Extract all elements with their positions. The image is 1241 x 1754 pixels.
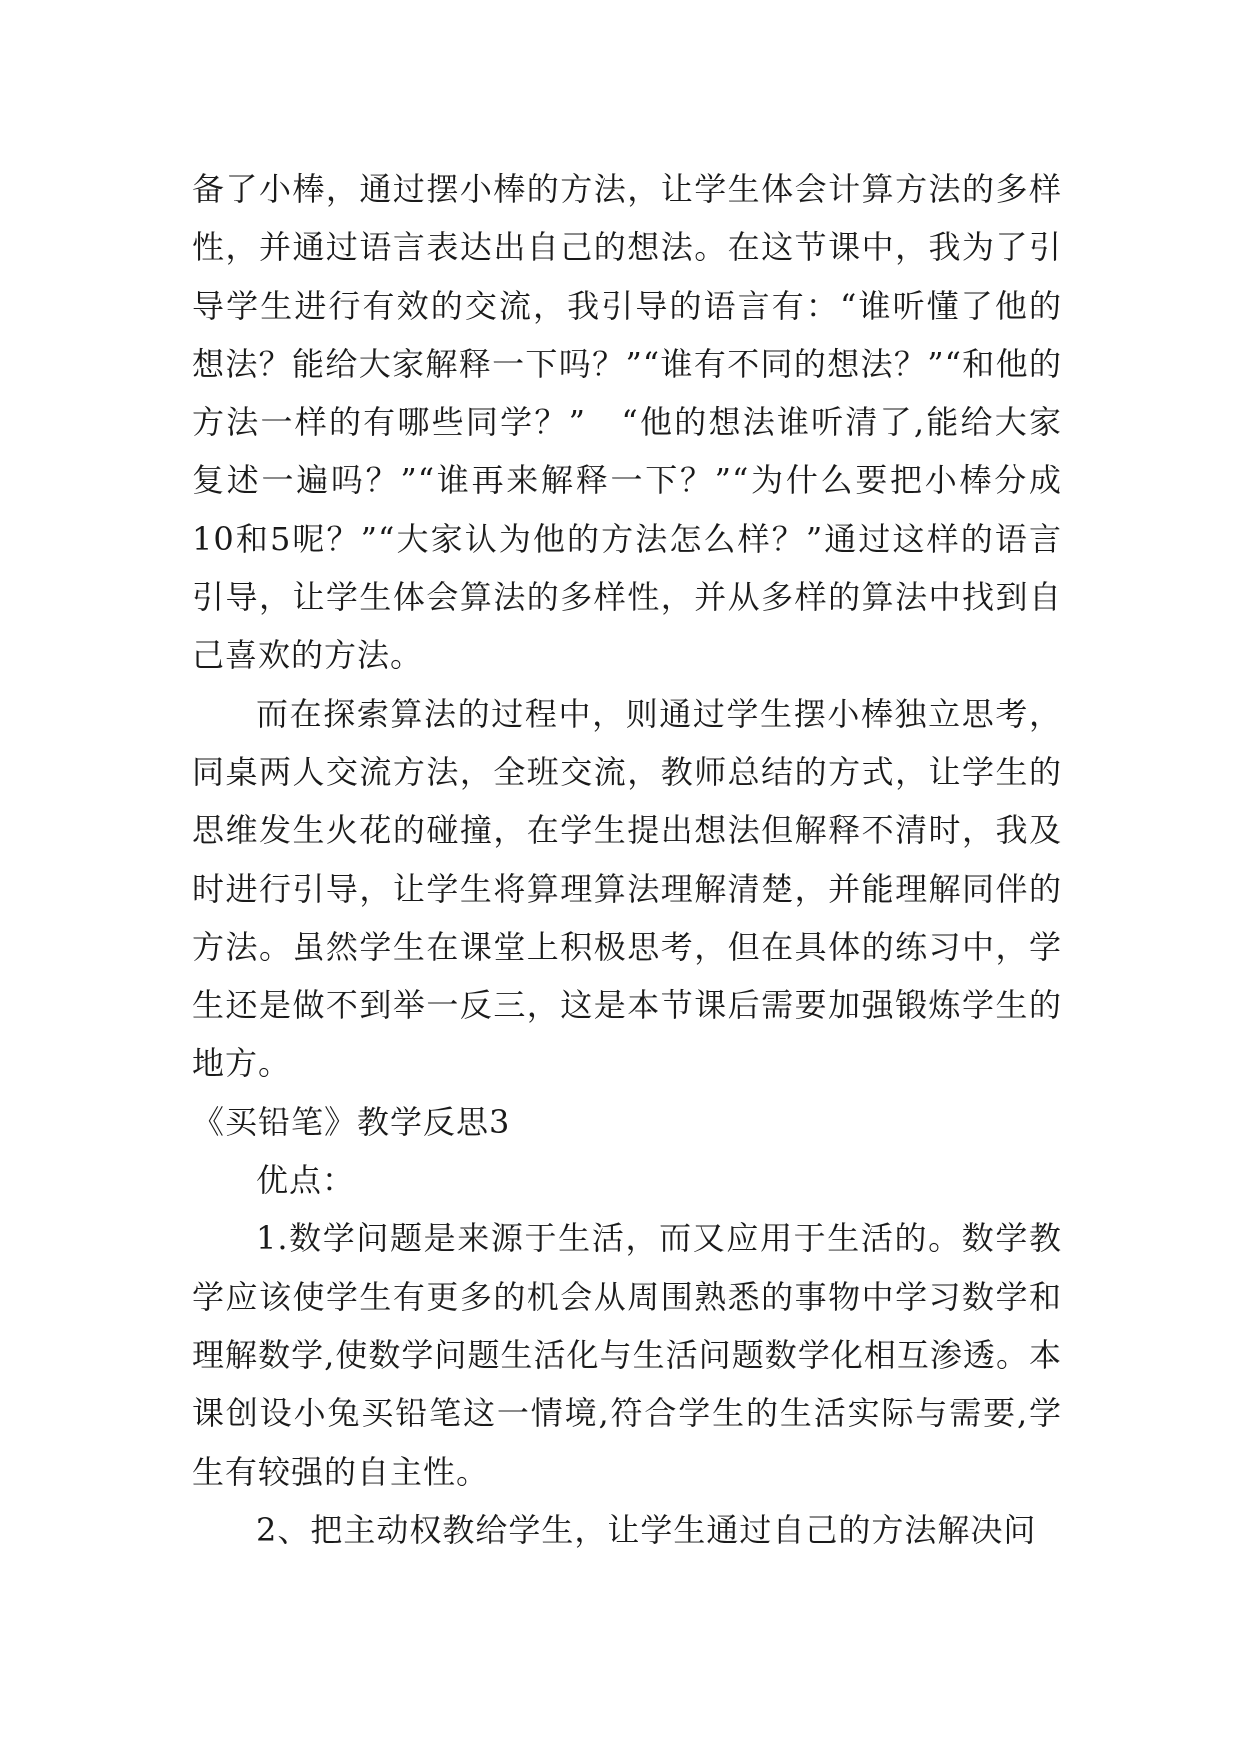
paragraph-1: 备了小棒，通过摆小棒的方法，让学生体会计算方法的多样性，并通过语言表达出自己的想法。在这节课中，我为了引导学生进行有效的交流，我引导的语言有：“谁听懂了他的想法？能给大家解释一下吗？”“谁有不同的想法？”“和他的方法一样的有哪些同学？” “他的想法谁听清了,能给大家复述一遍吗？”“谁再来解释一下？”“为什么要把小棒分成10和5呢？”“大家认为他的方法怎么样？”通过这样的语言引导，让学生体会算法的多样性，并从多样的算法中找到自己喜欢的方法。 [192,170,1062,675]
paragraph-point-2: 2、把主动权教给学生，让学生通过自己的方法解决问 [256,1510,1037,1549]
paragraph-advantages-label: 优点： [256,1161,356,1200]
document-page [192,160,1062,1559]
paragraph-point-1: 1.数学问题是来源于生活，而又应用于生活的。数学教学应该使学生有更多的机会从周围熟悉的事物中学习数学和理解数学,使数学问题生活化与生活问题数学化相互渗透。本课创设小兔买铅笔这一情境,符合学生的生活实际与需要,学生有较强的自主性。 [192,1219,1062,1491]
section-heading: 《买铅笔》教学反思3 [192,1102,511,1141]
paragraph-2: 而在探索算法的过程中，则通过学生摆小棒独立思考，同桌两人交流方法，全班交流，教师总结的方式，让学生的思维发生火花的碰撞，在学生提出想法但解释不清时，我及时进行引导，让学生将算理算法理解清楚，并能理解同伴的方法。虽然学生在课堂上积极思考，但在具体的练习中，学生还是做不到举一反三，这是本节课后需要加强锻炼学生的地方。 [192,694,1062,1083]
